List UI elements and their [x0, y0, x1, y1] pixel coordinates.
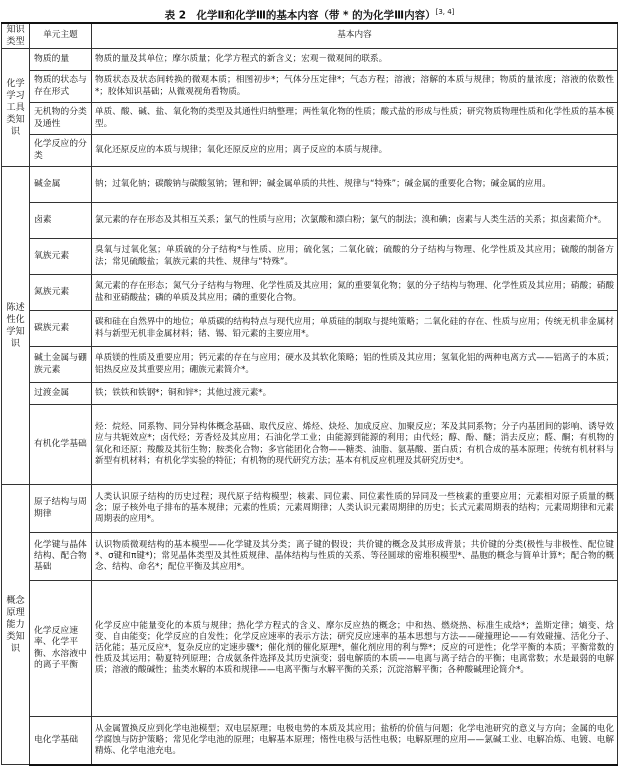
unit-cell: 物质的状态与存在形式: [30, 71, 92, 103]
table-row: [2, 103, 618, 135]
table-row: [2, 485, 618, 533]
content-cell: 人类认识原子结构的历史过程；现代原子结构模型；核素、同位素、同位素性质的异同及一些核素的重要应用；元素相对原子质量的概念；原子核外电子排布的基本规律；元素的性质；元素周期律；人类认识元素周期律的历史；长式元素周期表的结构；元素周期律和元素周期表的应用*。: [92, 485, 618, 533]
content-cell: 认识物质微观结构的基本模型——化学键及其分类；离子键的假设；共价键的概念及其形成背景；共价键的分类(极性与非极性、配位键*、σ键和π键*)；常见晶体类型及其性质规律、晶体结构与性质的关系、等径圆球的密堆积模型*、晶胞的概念与简单计算*；配合物的概念、结构、命名*；配位平衡及其应用*。: [92, 533, 618, 581]
table-row: [2, 239, 618, 275]
header-row: [2, 23, 618, 49]
unit-cell: 氧族元素: [30, 239, 92, 275]
caption-ref: [3, 4]: [435, 8, 455, 16]
table-row: [2, 71, 618, 103]
unit-cell: 氮族元素: [30, 275, 92, 311]
content-cell: 钠；过氧化钠；碳酸钠与碳酸氢钠；锂和钾；碱金属单质的共性、规律与“特殊”；碱金属的重要化合物；碱金属的应用。: [92, 167, 618, 203]
unit-cell: 有机化学基础: [30, 405, 92, 485]
unit-cell: 电化学基础: [30, 717, 92, 765]
unit-cell: 碱金属: [30, 167, 92, 203]
content-cell: 臭氧与过氧化氢；单质硫的分子结构*与性质、应用；硫化氢；二氧化硫；硫酸的分子结构与物理、化学性质及其应用；硫酸的制备方法；常见硫酸盐；氧族元素的共性、规律与“特殊”。: [92, 239, 618, 275]
content-cell: 碳和硅在自然界中的地位；单质碳的结构特点与现代应用；单质硅的制取与提纯策略；二氧化硅的存在、性质与应用；传统无机非金属材料与新型无机非金属材料；锗、锡、铅元素的主要应用*。: [92, 311, 618, 347]
category-cell: 概念原理能力类知识: [2, 485, 30, 765]
content-table: [1, 22, 618, 766]
table-row: [2, 717, 618, 765]
content-cell: 单质、酸、碱、盐、氧化物的类型及其通性归纳整理；两性氧化物的性质；酸式盐的形成与性质；研究物质物理性质和化学性质的基本模型。: [92, 103, 618, 135]
unit-cell: 化学反应的分类: [30, 135, 92, 167]
table-row: [2, 167, 618, 203]
table-row: [2, 347, 618, 383]
table-caption: [0, 2, 619, 22]
content-cell: 氧化还原反应的本质与规律；氧化还原反应的应用；离子反应的本质与规律。: [92, 135, 618, 167]
table-row: [2, 405, 618, 485]
unit-cell: 化学键与晶体结构、配合物基础: [30, 533, 92, 581]
unit-cell: 无机物的分类及通性: [30, 103, 92, 135]
header-unit: 单元主题: [30, 23, 92, 49]
table-row: [2, 581, 618, 717]
content-cell: 物质状态及状态间转换的微观本质；相图初步*；气体分压定律*；气态方程；溶液；溶解的本质与规律；物质的量浓度；溶液的依数性*；胶体知识基础；从微观视角看物质。: [92, 71, 618, 103]
unit-cell: 卤素: [30, 203, 92, 239]
header-content: 基本内容: [92, 23, 618, 49]
content-cell: 铁；铁铁和铁钢*；铜和锌*；其他过渡元素*。: [92, 383, 618, 405]
header-category: 知识类型: [2, 23, 30, 49]
category-cell: 陈述性化学知识: [2, 167, 30, 485]
content-cell: 氯元素的存在形态及其相互关系；氯气的性质与应用；次氯酸和漂白粉；氯气的制法；溴和碘；卤素与人类生活的关系；拟卤素简介*。: [92, 203, 618, 239]
table-row: [2, 275, 618, 311]
content-cell: 单质镁的性质及重要应用；钙元素的存在与应用；硬水及其软化策略；铝的性质及其应用；氢氧化铝的两种电离方式——铝离子的本质；铝热反应及其重要应用；硼族元素简介*。: [92, 347, 618, 383]
content-cell: 氮元素的存在形态；氮气分子结构与物理、化学性质及其应用；氮的重要氧化物；氨的分子结构与物理、化学性质及其应用；硝酸；硝酸盐和亚硝酸盐；磷的单质及其应用；磷的重要化合物。: [92, 275, 618, 311]
content-cell: 化学反应中能量变化的本质与规律；热化学方程式的含义、摩尔反应热的概念；中和热、燃烧热、标准生成焓*；盖斯定律；熵变、焓变、自由能变；化学反应的自发性；化学反应速率的表示方法；研究反应速率的基本思想与方法——碰撞理论——有效碰撞、活化分子、活化能；基元反应*，复杂反应的定速步骤*；催化剂的催化原理*，催化剂应用的利与弊*；反应的可逆性；化学平衡的本质；平衡常数的性质及其运用；勒夏特列原理；合成氨条件选择及其历史演变；弱电解质的本质——电离与离子结合的平衡；电离常数；水是最弱的电解质；溶液的酸碱性；盐类水解的本质和规律——电离平衡与水解平衡的关系；沉淀溶解平衡；各种酸碱理论简介*。: [92, 581, 618, 717]
unit-cell: 原子结构与周期律: [30, 485, 92, 533]
unit-cell: 碱土金属与硼族元素: [30, 347, 92, 383]
unit-cell: 物质的量: [30, 49, 92, 71]
content-cell: 烃：烷烃、同系物、同分异构体概念基础、取代反应、烯烃、炔烃、加成反应、加聚反应；苯及其同系物；分子内基团间的影响、诱导效应与共轭效应*；卤代烃；芳香烃及其应用；石油化学工业；由能源到能源的利用；由代烃；醇、酚、醚；消去反应；醛、酮；有机物的氧化和还原；羧酸及其衍生物；胺类化合物；多官能团化合物——糖类、油脂、氨基酸、蛋白质；有机合成的基本原理；传统有机材料与新型有机材料；有机化学实验的特征；有机物的现代研究方法；基本有机反应机理及其研究历史*。: [92, 405, 618, 485]
table-row: [2, 533, 618, 581]
content-cell: 物质的量及其单位；摩尔质量；化学方程式的新含义；宏观－微观间的联系。: [92, 49, 618, 71]
table-row: [2, 311, 618, 347]
content-cell: 从金属置换反应到化学电池模型；双电层原理；电极电势的本质及其应用；盐桥的价值与问题；化学电池研究的意义与方向；金属的电化学腐蚀与防护策略；常见化学电池的原理；电解基本原理；惰性电极与活性电极；电解原理的应用——氯碱工业、电解冶炼、电镀、电解精炼、化学电池充电。: [92, 717, 618, 765]
table-row: [2, 383, 618, 405]
category-cell: 化学学习工具类知识: [2, 49, 30, 167]
table-row: [2, 203, 618, 239]
table-row: [2, 49, 618, 71]
unit-cell: 化学反应速率、化学平衡、水溶液中的离子平衡: [30, 581, 92, 717]
unit-cell: 过渡金属: [30, 383, 92, 405]
caption-title: 表 2 化学Ⅱ和化学Ⅲ的基本内容（带 * 的为化学Ⅲ内容）: [164, 9, 436, 22]
unit-cell: 碳族元素: [30, 311, 92, 347]
table-row: [2, 135, 618, 167]
